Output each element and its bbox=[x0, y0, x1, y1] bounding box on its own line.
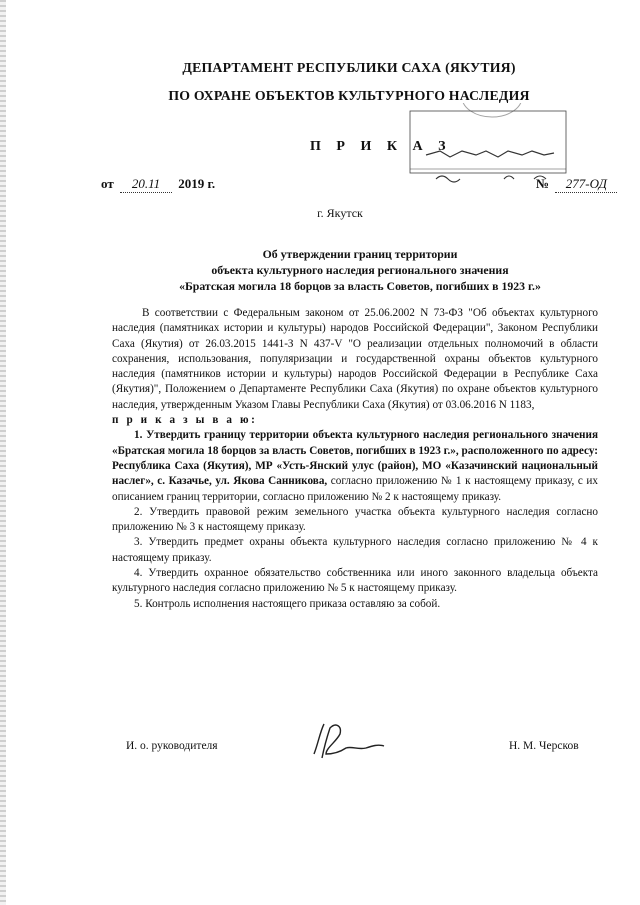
subject-line3: «Братская могила 18 борцов за власть Советов, погибших в 1923 г.» bbox=[179, 279, 541, 293]
subject-line2: объекта культурного наследия регионального значения bbox=[211, 263, 509, 277]
number-value: 277-ОД bbox=[555, 176, 617, 193]
item1-plain: согласно приложению № 1 к настоящему приказу, с их описанием границ территории, согласно приложению № 2 к настоящему приказу. bbox=[112, 475, 598, 503]
department-name-line2: ПО ОХРАНЕ ОБЪЕКТОВ КУЛЬТУРНОГО НАСЛЕДИЯ bbox=[168, 88, 530, 103]
order-item-2: 2. Утвердить правовой режим земельного участка объекта культурного наследия согласно приложению № 3 к настоящему приказу. bbox=[112, 505, 598, 534]
date-year: 2019 г. bbox=[178, 176, 216, 191]
date-prefix: от bbox=[101, 176, 114, 191]
order-date bbox=[101, 176, 215, 193]
order-item-3: 3. Утвердить предмет охраны объекта культурного наследия согласно приложению № 4 к настоящему приказу. bbox=[112, 536, 598, 564]
handwritten-signature bbox=[308, 714, 398, 772]
date-day-month: 20.11 bbox=[120, 176, 172, 193]
order-item-5: 5. Контроль исполнения настоящего приказа оставляю за собой. bbox=[134, 597, 441, 610]
order-body bbox=[112, 306, 598, 612]
item1-bold: 1. Утвердить границу территории объекта культурного наследия регионального значения «Братская могила 18 борцов за власть Советов, погибших в 1923 г.», расположенного по адресу: Республика Саха (Якутия), МР «Усть-Янский улус (район), МО «Казачинский национальный наслег», с. Казачье, ул. Якова Санникова, bbox=[112, 429, 598, 488]
subject-line1: Об утверждении границ территории bbox=[262, 247, 458, 261]
scan-edge bbox=[0, 0, 6, 905]
order-item-4: 4. Утвердить охранное обязательство собственника или иного законного владельца объекта культурного наследия согласно приложению № 5 к настоящему приказу. bbox=[112, 567, 598, 595]
subject-heading bbox=[120, 246, 600, 294]
signatory-position: И. о. руководителя bbox=[126, 740, 218, 752]
document-type-title: П Р И К А З bbox=[310, 139, 452, 154]
city: г. Якутск bbox=[317, 206, 363, 220]
order-number bbox=[536, 176, 620, 193]
signatory-name: Н. М. Черсков bbox=[509, 740, 579, 752]
number-sign: № bbox=[536, 176, 550, 191]
order-word: п р и к а з ы в а ю: bbox=[112, 414, 258, 427]
order-item-1 bbox=[112, 428, 598, 504]
department-name-line1: ДЕПАРТАМЕНТ РЕСПУБЛИКИ САХА (ЯКУТИЯ) bbox=[182, 60, 516, 75]
preamble: В соответствии с Федеральным законом от 25.06.2002 N 73-ФЗ "Об объектах культурного наследия (памятниках истории и культуры) народов Российской Федерации", Законом Республики Саха (Якутия) от 26.03.2015 1441-З N 437-V "О реализации отдельных полномочий в области сохранения, использования, популяризации и государственной охраны объектов культурного наследия (памятников истории и культуры) народов Российской Федерации в Республике Саха (Якутия)", Положением о Департаменте Республики Саха (Якутия) по охране объектов культурного наследия, утвержденным Указом Главы Республики Саха (Якутия) от 03.06.2016 N 1183, bbox=[112, 307, 598, 411]
